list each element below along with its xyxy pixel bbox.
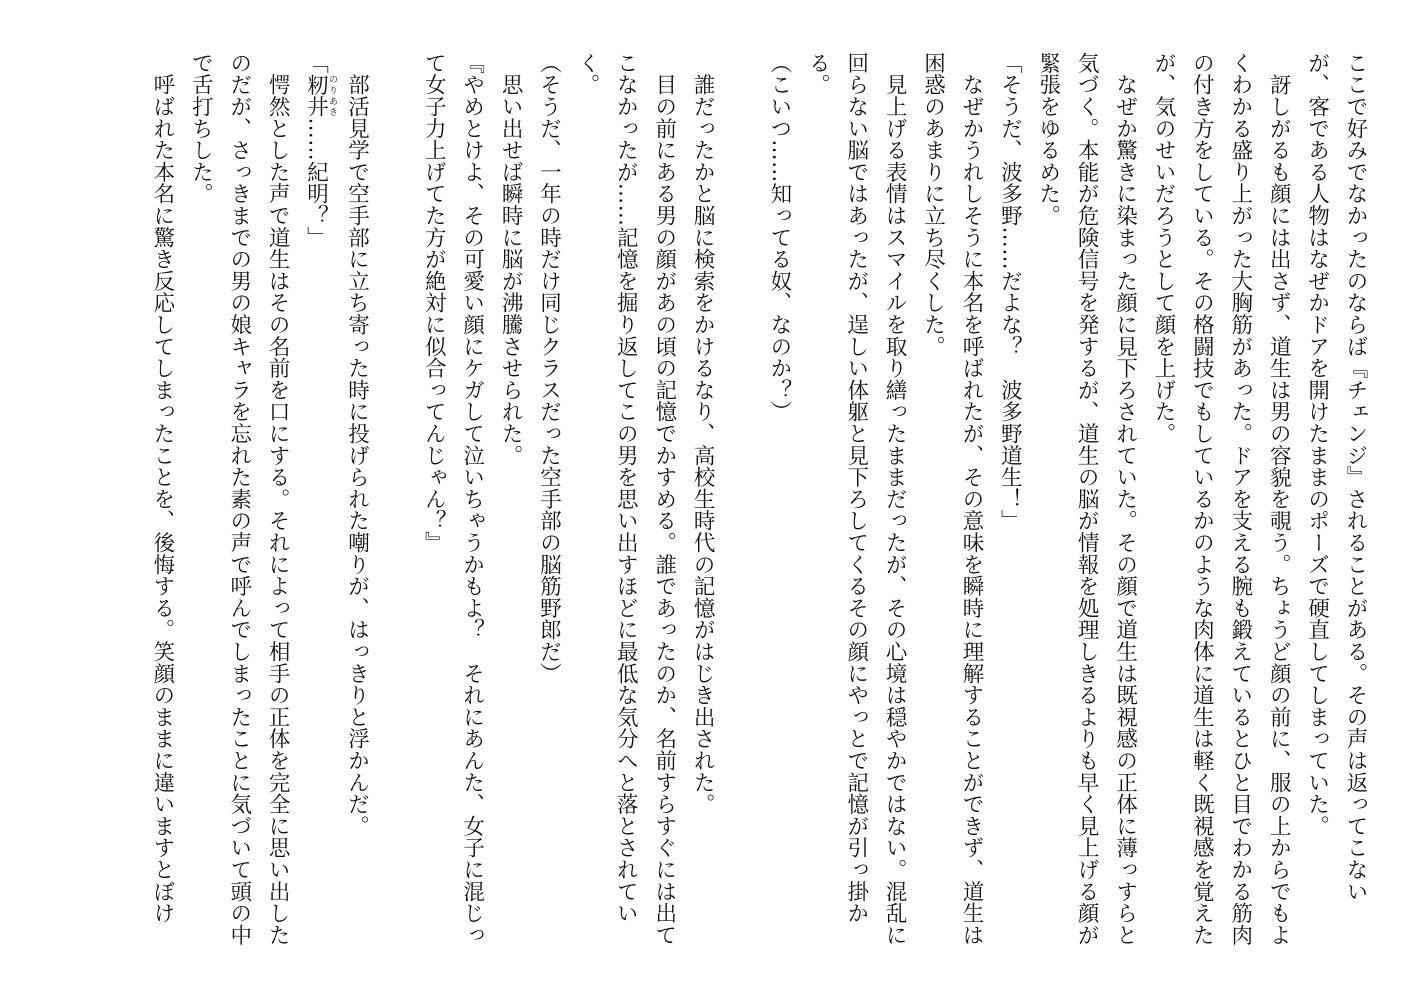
blank-line bbox=[721, 52, 759, 962]
text-line: 『やめとけよ、その可愛い顔にケガして泣いちゃうかもよ？ それにあんた、女子に混じっ bbox=[459, 52, 485, 946]
text-line: 目の前にある男の顔があの頃の記憶でかすめる。誰であったのか、名前すらすぐには出て bbox=[651, 52, 677, 946]
text-line: のだが、さっきまでの男の娘キャラを忘れた素の声で呼んでしまったことに気づいて頭の中 bbox=[226, 52, 252, 946]
text-line: （こいつ……知ってる奴、なのか？） bbox=[766, 52, 792, 423]
text-line: 見上げる表情はスマイルを取り繕ったままだったが、その心境は穏やかではない。混乱に bbox=[882, 52, 908, 946]
text-line: が、気のせいだろうとして顔を上げた。 bbox=[1150, 52, 1176, 445]
text-line: ここで好みでなかったのならば『チェンジ』されることがある。その声は返ってこない bbox=[1343, 52, 1368, 903]
vertical-text-body bbox=[143, 52, 1375, 962]
text-line: こなかったが……記憶を掘り返してこの男を思い出すほどに最低な気分へと落とされてい bbox=[613, 52, 639, 924]
text-line: くわかる盛り上がった大胸筋があった。ドアを支える腕も鍛えているとひと目でわかる筋肉 bbox=[1227, 52, 1253, 946]
text-line: 思い出せば瞬時に脳が沸騰させられた。 bbox=[498, 52, 524, 467]
text-line: 「籾井のりあき……紀明？」 bbox=[303, 52, 338, 249]
ruby-name: 籾井のりあき bbox=[303, 73, 338, 118]
text-line: 「そうだ、波多野……だよな？ 波多野道生！」 bbox=[997, 52, 1023, 532]
blank-line bbox=[375, 52, 413, 962]
text-line: 緊張をゆるめた。 bbox=[1035, 52, 1061, 227]
text-line: 部活見学で空手部に立ち寄った時に投げられた嘲りが、はっきりと浮かんだ。 bbox=[344, 52, 370, 837]
text-line: が、客である人物はなぜかドアを開けたままのポーズで硬直してしまっていた。 bbox=[1304, 52, 1330, 837]
text-line: て女子力上げてた方が絶対に似合ってんじゃん？』 bbox=[421, 52, 447, 554]
text-line: 愕然とした声で道生はその名前を口にする。それによって相手の正体を完全に思い出した bbox=[265, 52, 291, 946]
text-line: 誰だったかと脳に検索をかけるなり、高校生時代の記憶がはじき出された。 bbox=[690, 52, 716, 815]
text-line: 呼ばれた本名に驚き反応してしまったことを、後悔する。笑顔のままに違いますとぼけ bbox=[149, 52, 175, 924]
text-line: 訝しがるも顔には出さず、道生は男の容貌を覗う。ちょうど顔の前に、服の上からでもよ bbox=[1266, 52, 1292, 946]
text-line: （そうだ、一年の時だけ同じクラスだった空手部の脳筋野郎だ） bbox=[536, 52, 562, 685]
text-line: なぜかうれしそうに本名を呼ばれたが、その意味を瞬時に理解することができず、道生は bbox=[958, 52, 984, 946]
text-line: 回らない脳ではあったが、逞しい体躯と見下ろしてくるその顔にやっとで記憶が引っ掛か bbox=[843, 52, 869, 924]
text-line: 困惑のあまりに立ち尽くした。 bbox=[920, 52, 946, 358]
text-line: で舌打ちした。 bbox=[188, 52, 214, 205]
text-line: 気づく。本能が危険信号を発するが、道生の脳が情報を処理しきるよりも早く見上げる顔が bbox=[1074, 52, 1100, 946]
text-line: の付き方をしている。その格闘技でもしているかのような肉体に道生は軽く既視感を覚えた bbox=[1189, 52, 1215, 946]
text-line: なぜか驚きに染まった顔に見下ろされていた。その顔で道生は既視感の正体に薄っすらと bbox=[1112, 52, 1138, 946]
text-line: く。 bbox=[574, 52, 600, 96]
text-line: る。 bbox=[805, 52, 831, 96]
